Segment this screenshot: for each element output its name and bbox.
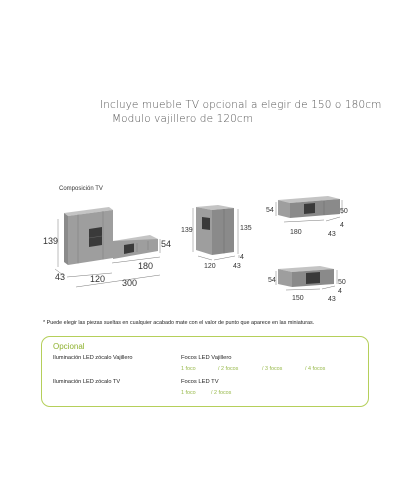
vajillero-option-4[interactable]: / 4 focos [305, 366, 326, 372]
focos-vajillero-title: Focos LED Vajillero [181, 355, 232, 361]
dim-width-tv: 180 [138, 261, 154, 271]
dim-tv-height: 54 [161, 239, 172, 249]
optional-title: Opcional [53, 342, 85, 351]
vaj-height-front: 139 [181, 227, 193, 234]
dim-height: 139 [43, 236, 59, 246]
focos-tv-title: Focos LED TV [181, 379, 219, 385]
tv150-drawing [262, 262, 362, 308]
tv150-plinth: 4 [338, 288, 342, 295]
dim-depth: 43 [55, 272, 66, 282]
vaj-height-side: 135 [240, 225, 252, 232]
tv180-height-right: 50 [340, 208, 348, 215]
vaj-width: 120 [204, 263, 216, 270]
vaj-depth: 43 [233, 263, 241, 270]
tv150-height-right: 50 [338, 279, 346, 286]
tv-option-1[interactable]: 1 foco [181, 390, 196, 396]
led-vajillero-label: Iluminación LED zócalo Vajillero [53, 355, 133, 361]
tv150-width: 150 [292, 295, 304, 302]
finish-note: * Puede elegir las piezas sueltas en cualquier acabado mate con el valor de punto que aparece en las miniaturas. [43, 320, 315, 326]
vajillero-option-2[interactable]: / 2 focos [218, 366, 239, 372]
tall-unit [64, 207, 113, 265]
dim-width-tall: 120 [90, 274, 106, 284]
led-tv-label: Iluminación LED zócalo TV [53, 379, 121, 385]
vajillero-option-3[interactable]: / 3 focos [262, 366, 283, 372]
tv180-height-left: 54 [266, 207, 274, 214]
tv180-depth: 43 [328, 231, 336, 238]
tv180-drawing [262, 192, 362, 242]
header-line-2: Modulo vajillero de 120cm [112, 113, 254, 125]
tv150-height-left: 54 [268, 277, 276, 284]
tv-unit [113, 235, 158, 259]
dim-total: 300 [122, 278, 138, 288]
vajillero-option-1[interactable]: 1 foco [181, 366, 196, 372]
tv180-width: 180 [290, 229, 302, 236]
header-line-1: Incluye mueble TV opcional a elegir de 150 o 180cm [100, 99, 382, 111]
vaj-plinth: 4 [240, 254, 244, 261]
tv180-unit [278, 196, 340, 218]
vajillero-unit [196, 205, 234, 255]
vajillero-drawing [178, 200, 258, 272]
tv180-plinth: 4 [340, 222, 344, 229]
tv150-depth: 43 [328, 296, 336, 303]
composition-label: Composición TV [59, 186, 103, 192]
tv-option-2[interactable]: / 2 focos [211, 390, 232, 396]
tv150-unit [278, 266, 334, 287]
composition-tv-drawing [0, 195, 200, 295]
